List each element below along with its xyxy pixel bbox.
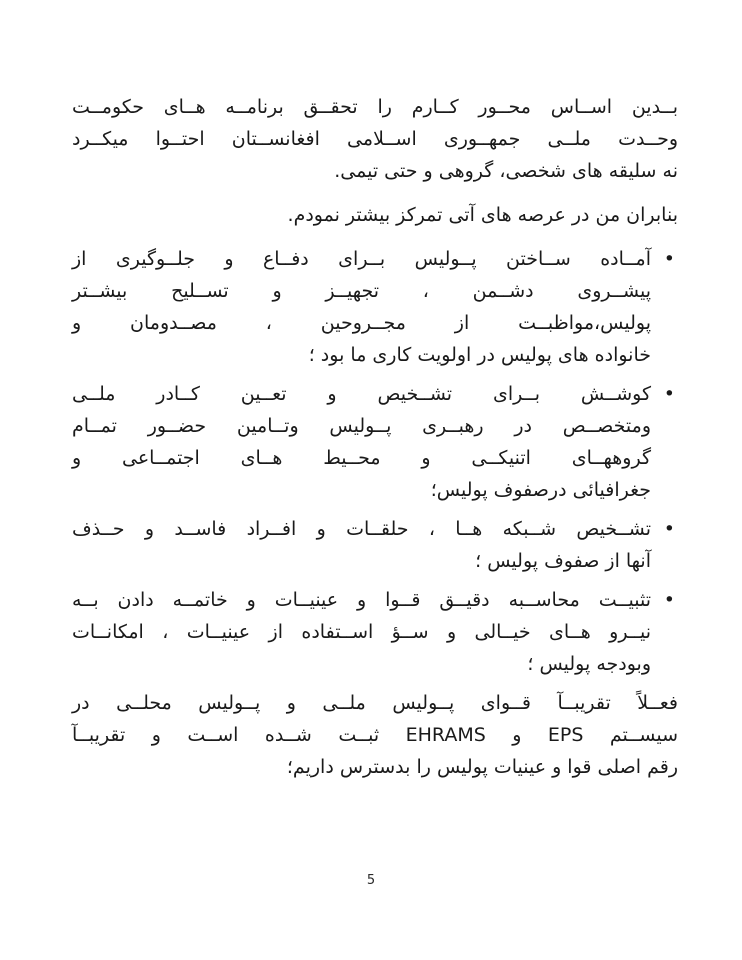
text-line: جغرافیائی درصفوف پولیس؛ [430, 479, 651, 501]
bullet-icon: • [663, 248, 675, 270]
bullet-item-3 [72, 513, 678, 577]
bullet-text [72, 584, 651, 680]
text-line: پیشــروی دشــمن ، تجهیــز و تســلیح بیشــتر [72, 280, 651, 302]
text-line: تثبیــت محاســبه دقیــق قــوا و عینیــات و خاتمــه دادن بــه [72, 589, 651, 611]
paragraph-transition [72, 199, 678, 231]
page-footer [0, 872, 742, 890]
text-line: بنابران من در عرصه های آتی تمرکز بیشتر نمودم. [287, 204, 678, 226]
paragraph-intro [72, 91, 678, 187]
bullet-icon: • [663, 383, 675, 405]
text-line: تشــخیص شــبکه هــا ، حلقــات و افــراد فاســد و حــذف [72, 518, 651, 540]
text-line: سیســتم EPS و EHRAMS ثبــت شــده اســت و تقریبــآ [72, 724, 678, 746]
text-line: ومتخصــص در رهبــری پــولیس وتــامین حضــور تمــام [72, 415, 651, 437]
text-line: آنها از صفوف پولیس ؛ [475, 550, 651, 572]
text-line: پولیس،مواظبــت از مجــروحین ، مصــدومان و [72, 312, 651, 334]
text-line: بــدین اســاس محــور کــارم را تحقــق برنامــه هــای حکومــت [72, 96, 678, 118]
text-line: آمــاده ســاختن پــولیس بــرای دفــاع و جلــوگیری از [72, 248, 651, 270]
text-line: وحــدت ملــی جمهــوری اســلامی افغانســتان احتــوا میکــرد [72, 128, 678, 150]
bullet-icon: • [663, 589, 675, 611]
text-line: خانواده های پولیس در اولویت کاری ما بود ؛ [308, 344, 651, 366]
bullet-item-4 [72, 584, 678, 680]
text-line: نیــرو هــای خیــالی و ســؤ اســتفاده از عینیــات ، امکانــات [72, 621, 651, 643]
text-line: رقم اصلی قوا و عینیات پولیس را بدسترس داریم؛ [286, 756, 678, 778]
document-body [72, 91, 678, 783]
text-line: کوشــش بــرای تشــخیص و تعــین کــادر ملــی [72, 383, 651, 405]
bullet-item-1 [72, 243, 678, 371]
text-line: گروههــای اتنیکــی و محــیط هــای اجتمــاعی و [72, 447, 651, 469]
page-number: 5 [366, 873, 376, 888]
paragraph-closing [72, 687, 678, 783]
text-line: وبودجه پولیس ؛ [527, 653, 651, 675]
bullet-text [72, 513, 651, 577]
text-line: فعــلاً تقریبــآ قــوای پــولیس ملــی و پــولیس محلــی در [72, 692, 678, 714]
bullet-text [72, 243, 651, 371]
bullet-item-2 [72, 378, 678, 506]
text-line: نه سلیقه های شخصی، گروهی و حتی تیمی. [334, 160, 678, 182]
bullet-text [72, 378, 651, 506]
bullet-icon: • [663, 518, 675, 540]
